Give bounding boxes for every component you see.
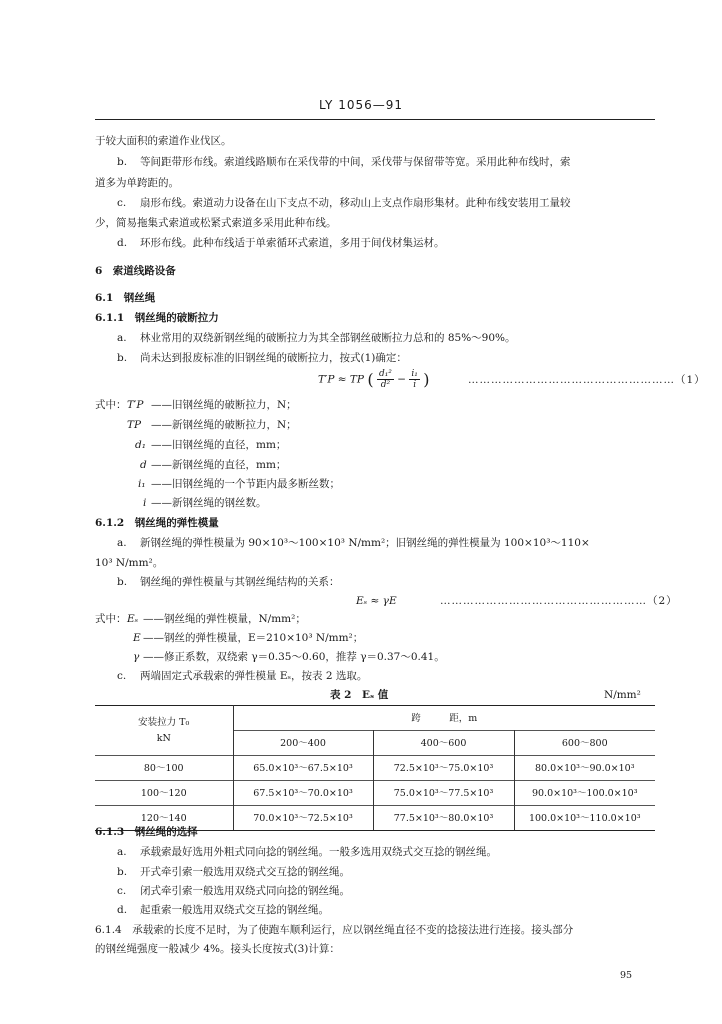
table-cell: 65.0×10³～67.5×10³ [233, 756, 373, 781]
where-symbol: i [143, 497, 147, 509]
paragraph: 10³ N/mm²。 [95, 557, 164, 569]
where-label: 式中： [95, 613, 127, 625]
header-rule [95, 119, 655, 120]
where-symbol: i₁ [138, 478, 146, 490]
where-symbol: Eₛ [127, 613, 139, 625]
where-description: ——旧钢丝绳的直径，mm； [151, 439, 287, 451]
paragraph: 开式牵引索一般选用双绕式交互捻的钢丝绳。 [140, 866, 350, 878]
list-label: d. [117, 904, 128, 916]
table-header-span: 跨 距，m [233, 706, 655, 731]
table-header-force: 安装拉力 T₀ kN [95, 706, 233, 756]
table-cell: 77.5×10³～80.0×10³ [373, 806, 514, 831]
formula-1-fraction-b: $\frac{\text{i₁}}{i}$ [411, 369, 418, 390]
table-2 [95, 705, 655, 831]
table-cell: 70.0×10³～72.5×10³ [233, 806, 373, 831]
page-number: 95 [620, 970, 633, 981]
where-symbol: γ [133, 651, 140, 663]
table-cell: 67.5×10³～70.0×10³ [233, 781, 373, 806]
table-row [95, 781, 655, 806]
formula-1-number: ………………………………………………（1） [468, 374, 706, 386]
paragraph: 的钢丝绳强度一般减少 4%。接头长度按式(3)计算： [95, 943, 340, 955]
paragraph: 闭式牵引索一般选用双绕式同向捻的钢丝绳。 [140, 885, 350, 897]
paragraph: 6.1.4 承载索的长度不足时，为了使跑车顺利运行，应以钢丝绳直径不变的捻接法进行连接。接头部分 [95, 924, 574, 936]
table-header-span-col: 400～600 [373, 731, 514, 756]
table-cell: 80～100 [95, 756, 233, 781]
list-label: b. [117, 576, 128, 588]
subsection-heading: 6.1.2 钢丝绳的弹性模量 [95, 517, 219, 529]
list-label: a. [117, 332, 127, 344]
table-header-span-col: 600～800 [514, 731, 655, 756]
where-description: ——修正系数，双绕索 γ＝0.35～0.60，推荐 γ＝0.37～0.41。 [143, 651, 445, 663]
subsection-heading: 6.1.1 钢丝绳的破断拉力 [95, 312, 219, 324]
where-symbol: T′P [127, 399, 144, 411]
paragraph: 道多为单跨距的。 [95, 177, 179, 189]
list-label: c. [117, 885, 127, 897]
where-symbol: d [140, 459, 147, 471]
paragraph: 钢丝绳的弹性模量与其钢丝绳结构的关系： [140, 576, 340, 588]
where-description: ——钢丝绳的弹性模量，N/mm²； [143, 613, 306, 625]
list-label: b. [117, 156, 128, 168]
paragraph: 环形布线。此种布线适于单索循环式索道，多用于间伐材集运材。 [140, 237, 445, 249]
formula-1-fraction-a: $\frac{\text{d₁²}}{\text{d²}}$ [378, 369, 392, 390]
table-unit: N/mm² [604, 689, 641, 701]
subsection-heading: 6.1 钢丝绳 [95, 292, 156, 304]
paragraph: 林业常用的双绕新钢丝绳的破断拉力为其全部钢丝破断拉力总和的 85%～90%。 [140, 332, 516, 344]
where-description: ——钢丝的弹性模量，E＝210×10³ N/mm²； [143, 632, 364, 644]
where-symbol: d₁ [135, 439, 146, 451]
table-cell: 72.5×10³～75.0×10³ [373, 756, 514, 781]
formula-2: Eₛ ≈ γE [356, 595, 397, 607]
paragraph: 新钢丝绳的弹性模量为 90×10³～100×10³ N/mm²；旧钢丝绳的弹性模量为 100×10³～110× [140, 537, 590, 549]
formula-2-number: ………………………………………………（2） [440, 595, 678, 607]
paragraph: 于较大面积的索道作业伐区。 [95, 135, 232, 147]
table-cell: 100～120 [95, 781, 233, 806]
table-cell: 80.0×10³～90.0×10³ [514, 756, 655, 781]
where-symbol: E [133, 632, 141, 644]
where-description: ——旧钢丝绳的破断拉力，N； [151, 399, 297, 411]
where-label: 式中： [95, 399, 127, 411]
table-header-span-col: 200～400 [233, 731, 373, 756]
paragraph: 等间距带形布线。索道线路顺布在采伐带的中间，采伐带与保留带等宽。采用此种布线时，索 [140, 156, 571, 168]
list-label: a. [117, 846, 127, 858]
table-cell: 75.0×10³～77.5×10³ [373, 781, 514, 806]
section-heading: 6 索道线路设备 [95, 265, 176, 277]
paragraph: 两端固定式承载索的弹性模量 Eₛ，按表 2 选取。 [140, 670, 368, 682]
table-cell: 90.0×10³～100.0×10³ [514, 781, 655, 806]
where-symbol: TP [127, 419, 142, 431]
formula-1: T′P ≈ TP ( $\frac{\text{d₁²}}{\text{d²}}$ − $\frac{\text{i₁}}{i}$ ) [318, 369, 430, 390]
list-label: d. [117, 237, 128, 249]
paragraph: 尚未达到报废标准的旧钢丝绳的破断拉力，按式(1)确定： [140, 352, 407, 364]
table-row [95, 756, 655, 781]
list-label: c. [117, 670, 127, 682]
where-description: ——新钢丝绳的破断拉力，N； [151, 419, 297, 431]
paragraph: 起重索一般选用双绕式交互捻的钢丝绳。 [140, 904, 329, 916]
paragraph: 少，简易拖集式索道或松紧式索道多采用此种布线。 [95, 217, 337, 229]
list-label: b. [117, 352, 128, 364]
paragraph: 扇形布线。索道动力设备在山下支点不动，移动山上支点作扇形集材。此种布线安装用工量较 [140, 197, 571, 209]
paragraph: 承载索最好选用外粗式同向捻的钢丝绳。一般多选用双绕式交互捻的钢丝绳。 [140, 846, 497, 858]
table-cell: 100.0×10³～110.0×10³ [514, 806, 655, 831]
table-cell: 120～140 [95, 806, 233, 831]
where-description: ——新钢丝绳的钢丝数。 [151, 497, 267, 509]
where-description: ——旧钢丝绳的一个节距内最多断丝数； [151, 478, 340, 490]
table-caption: 表 2 Eₛ 值 [330, 689, 389, 701]
list-label: a. [117, 537, 127, 549]
document-code-header: LY 1056—91 [318, 98, 404, 112]
formula-1-lhs: T′P ≈ TP [318, 373, 364, 386]
subsection-heading: 6.1.3 钢丝绳的选择 [95, 826, 198, 838]
list-label: b. [117, 866, 128, 878]
where-description: ——新钢丝绳的直径，mm； [151, 459, 287, 471]
list-label: c. [117, 197, 127, 209]
